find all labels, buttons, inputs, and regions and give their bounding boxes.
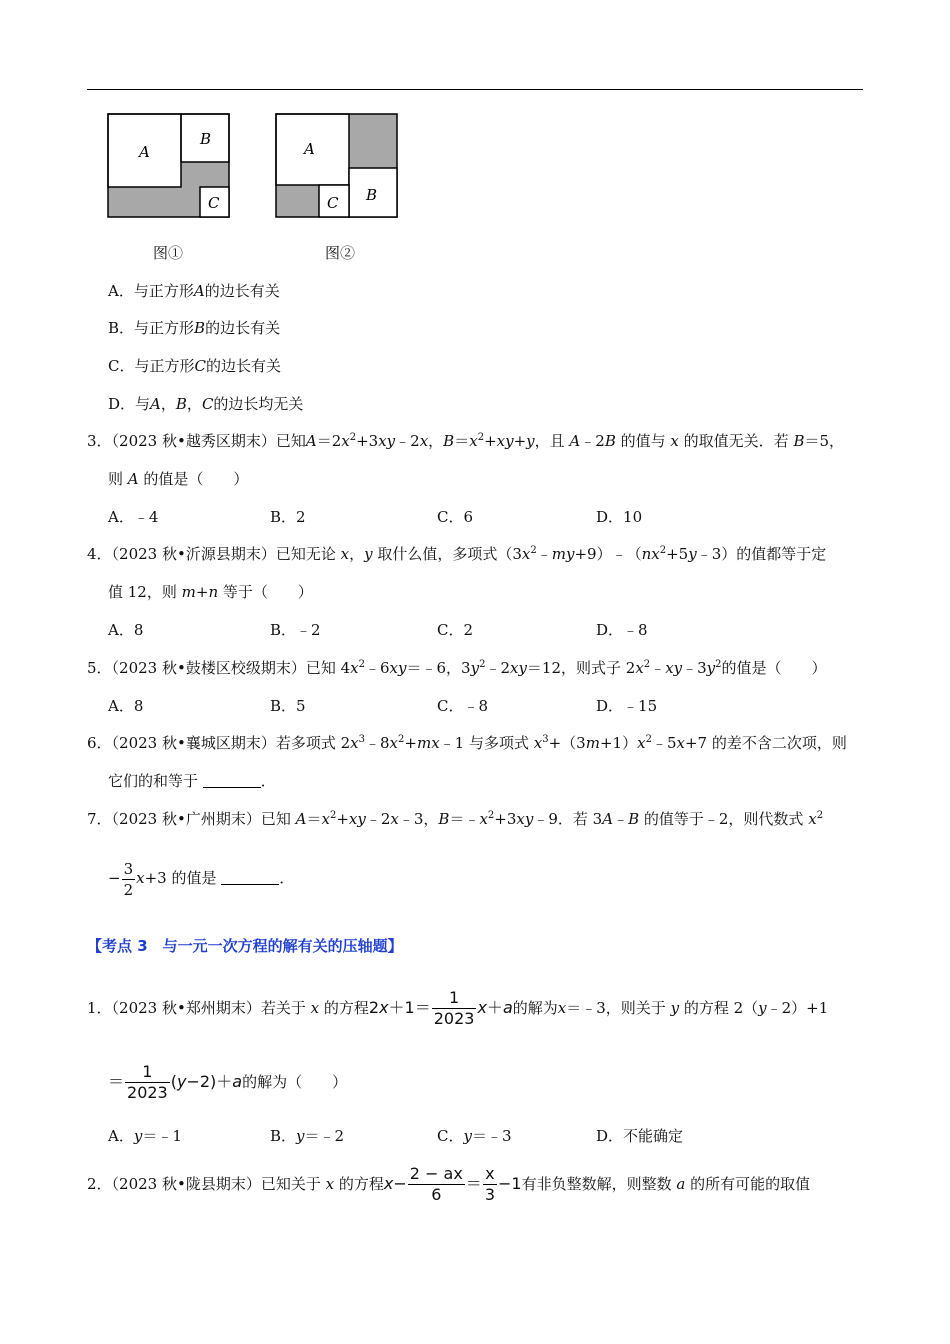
header-rule (87, 89, 863, 90)
q4-option-c: C．2 (437, 621, 474, 639)
q3-line-1: 3．（2023 秋•越秀区期末）已知$A=2x^2+3xy﹣2x$，$B=x^2+xy+y$，且 A﹣2B 的值与 x 的取值无关．若 B＝5， (87, 432, 845, 450)
q3-option-b: B．2 (270, 508, 306, 526)
q7-line-1: 7．（2023 秋•广州期末）已知 $A=x^2+xy﹣2x﹣3$，$B=﹣x^2+3xy﹣9$．若 3A﹣B 的值等于﹣2，则代数式 $x^2$ (87, 810, 824, 828)
q4-option-b: B．﹣2 (270, 621, 321, 639)
shaded-region-fig2-bottom (276, 185, 319, 217)
q5-option-a: A．8 (108, 697, 144, 715)
s3q2-line-1: 2．（2023 秋•陇县期末）已知关于 x 的方程x− $\frac{2 - ax}{6}$ ＝ $\frac{x}{3}$ −1有非负整数解，则整数 a 的所有可能的取值 (87, 1164, 811, 1204)
label-a-fig2: A (304, 140, 315, 158)
section-heading: 【考点 3 与一元一次方程的解有关的压轴题】 (87, 937, 403, 955)
q3-option-c: C．6 (437, 508, 474, 526)
q2-option-a: A．与正方形A的边长有关 (108, 282, 280, 300)
q2-option-b: B．与正方形B的边长有关 (108, 319, 281, 337)
q3-option-d: D．10 (596, 508, 643, 526)
s3q1-option-c: C．y＝﹣3 (437, 1127, 512, 1145)
q5-option-b: B．5 (270, 697, 306, 715)
s3q1-line-1: 1．（2023 秋•郑州期末）若关于 x 的方程2x＋1＝ $\frac{1}{2023}$ x＋a的解为x＝﹣3，则关于 y 的方程 2（y﹣2）+1 (87, 988, 829, 1028)
figure-2-caption: 图② (325, 244, 356, 262)
answer-blank (203, 773, 261, 788)
q3-line-2: 则 A 的值是（ ） (108, 470, 249, 488)
s3q1-option-a: A．y＝﹣1 (108, 1127, 182, 1145)
q2-option-d: D．与A，B，C的边长均无关 (108, 395, 304, 413)
s3q1-line-2: ＝ $\frac{1}{2023}$ (y−2)＋a的解为（ ） (108, 1062, 348, 1102)
q6-line-2: 它们的和等于 ． (108, 772, 276, 790)
q5-line-1: 5．（2023 秋•鼓楼区校级期末）已知 $4x^2﹣6xy=﹣6$，$3y^2﹣2xy=12$，则式子 $2x^2﹣xy﹣3y^2$的值是（ ） (87, 659, 827, 677)
label-c-fig1: C (208, 194, 220, 212)
q4-line-1: 4．（2023 秋•沂源县期末）已知无论 x，y 取什么值，多项式$(3x^2﹣my+9)﹣(nx^2+5y﹣3)$的值都等于定 (87, 545, 827, 563)
q2-option-c: C．与正方形C的边长有关 (108, 357, 281, 375)
figure-2 (274, 112, 400, 220)
s3q1-option-d: D．不能确定 (596, 1127, 684, 1145)
shaded-region-fig2-top (349, 114, 397, 168)
figure-1 (106, 112, 232, 220)
q5-option-c: C．﹣8 (437, 697, 489, 715)
q5-option-d: D．﹣15 (596, 697, 658, 715)
q4-option-a: A．8 (108, 621, 144, 639)
figure-1-caption: 图① (153, 244, 184, 262)
answer-blank (221, 870, 279, 885)
q3-option-a: A．﹣4 (108, 508, 159, 526)
label-b-fig2: B (366, 186, 378, 204)
label-b-fig1: B (200, 130, 212, 148)
label-c-fig2: C (327, 194, 339, 212)
s3q1-option-b: B．y＝﹣2 (270, 1127, 345, 1145)
q6-line-1: 6．（2023 秋•襄城区期末）若多项式 $2x^3﹣8x^2+mx﹣1$ 与多项式 $x^3+(3m+1)x^2﹣5x+7$ 的差不含二次项，则 (87, 734, 847, 752)
label-a-fig1: A (139, 143, 150, 161)
q4-line-2: 值 12，则 m+n 等于（ ） (108, 583, 313, 601)
q4-option-d: D．﹣8 (596, 621, 648, 639)
q7-line-2: − $\frac{3}{2}$ x+3 的值是 ． (108, 859, 295, 899)
